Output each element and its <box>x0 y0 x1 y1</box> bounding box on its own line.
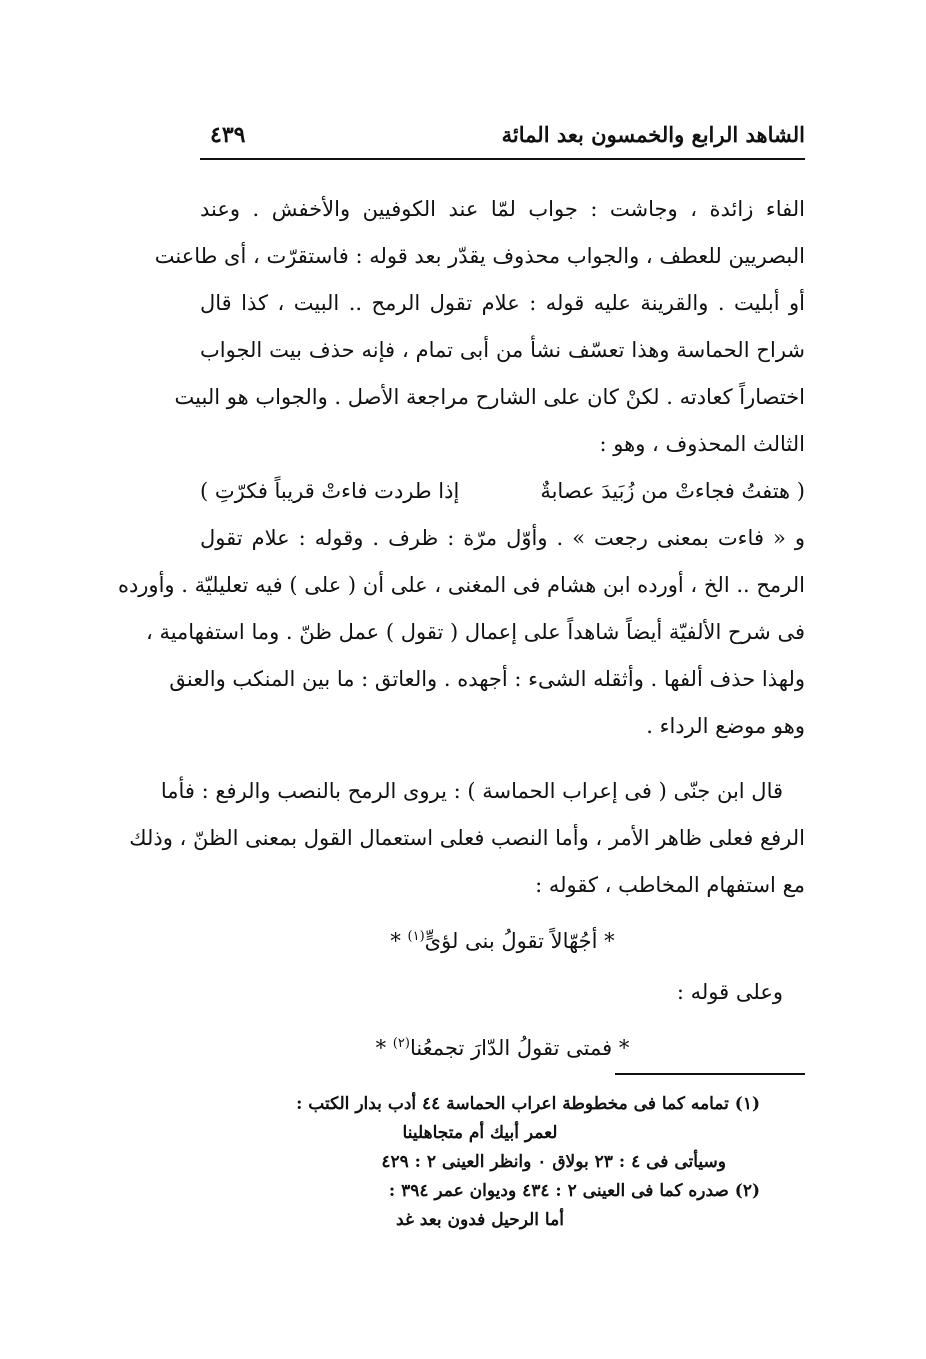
text-line: الفاء زائدة ، وجاشت : جواب لمّا عند الكوفيين والأخفش . وعند <box>200 197 805 221</box>
page-number: ٤٣٩ <box>210 122 246 148</box>
verse-first-hemistich: ( هتفتُ فجاءتْ من زُبَيدَ عصابةٌ <box>540 479 805 503</box>
main-text <box>117 186 805 1076</box>
text-line: وعلى قوله : <box>676 980 783 1004</box>
footnote-ref-2: (٢) <box>392 1036 410 1051</box>
page-header <box>200 118 805 160</box>
paragraph-gap <box>200 750 805 768</box>
text-line: الثالث المحذوف ، وهو : <box>599 432 805 456</box>
text-line: ولهذا حذف ألفها . وأثقله الشىء : أجهده . والعاتق : ما بين المنكب والعنق <box>169 667 805 691</box>
running-title: الشاهد الرابع والخمسون بعد المائة <box>501 122 805 147</box>
footnote-ref-1: (١) <box>407 929 425 944</box>
text-line: وهو موضع الرداء . <box>646 714 805 738</box>
quote-text: * أجُهّالاً تقولُ بنى لؤىٍّ <box>424 929 615 953</box>
footnote-1-line: وسيأتى فى ٤ : ٢٣ بولاق ٠ وانظر العينى ٢ : ٤٢٩ <box>381 1152 726 1172</box>
quoted-hemistich-1 <box>200 909 805 969</box>
text-line: البصريين للعطف ، والجواب محذوف يقدّر بعد قوله : فاستقرّت ، أى طاعنت <box>154 244 805 268</box>
text-line: أو أبليت . والقرينة عليه قوله : علام تقول الرمح .. البيت ، كذا قال <box>200 291 805 315</box>
text-line: و « فاءت بمعنى رجعت » . وأوّل مرّة : ظرف . وقوله : علام تقول <box>200 526 805 550</box>
footnote-separator <box>615 1073 805 1075</box>
text-line: الرفع فعلى ظاهر الأمر ، وأما النصب فعلى استعمال القول بمعنى الظنّ ، وذلك <box>129 826 805 850</box>
verse-second-hemistich: إذا طردت فاءتْ قريباً فكرّتِ ) <box>200 479 460 503</box>
footnote-1-verse: لعمر أبيك أم متجاهلينا <box>402 1123 558 1143</box>
text-line: اختصاراً كعادته . لكنْ كان على الشارح مراجعة الأصل . والجواب هو البيت <box>174 385 805 409</box>
quote-end-mark: * <box>375 1036 387 1060</box>
footnote-2-verse: أما الرحيل فدون بعد غد <box>396 1210 564 1230</box>
quote-text: * فمتى تقولُ الدّارَ تجمعُنا <box>409 1036 630 1060</box>
text-line: مع استفهام المخاطب ، كقوله : <box>535 873 805 897</box>
quote-end-mark: * <box>390 929 401 953</box>
text-line: الرمح .. الخ ، أورده ابن هشام فى المغنى ، على أن ( على ) فيه تعليليّة . وأورده <box>117 573 805 597</box>
footnote-2-line: (٢) صدره كما فى العينى ٢ : ٤٣٤ وديوان عمر ٣٩٤ : <box>388 1181 760 1201</box>
text-line: قال ابن جنّى ( فى إعراب الحماسة ) : يروى الرمح بالنصب والرفع : فأما <box>160 779 783 803</box>
poem-verse <box>200 468 805 515</box>
quoted-hemistich-2 <box>200 1016 805 1076</box>
footnote-1-line: (١) تمامه كما فى مخطوطة اعراب الحماسة ٤٤ أدب بدار الكتب : <box>296 1094 760 1114</box>
text-line: فى شرح الألفيّة أيضاً شاهداً على إعمال ( تقول ) عمل ظنّ . وما استفهامية ، <box>146 620 805 644</box>
footnotes <box>200 1090 760 1235</box>
text-line: شراح الحماسة وهذا تعسّف نشأ من أبى تمام ، فإنه حذف بيت الجواب <box>200 338 805 362</box>
